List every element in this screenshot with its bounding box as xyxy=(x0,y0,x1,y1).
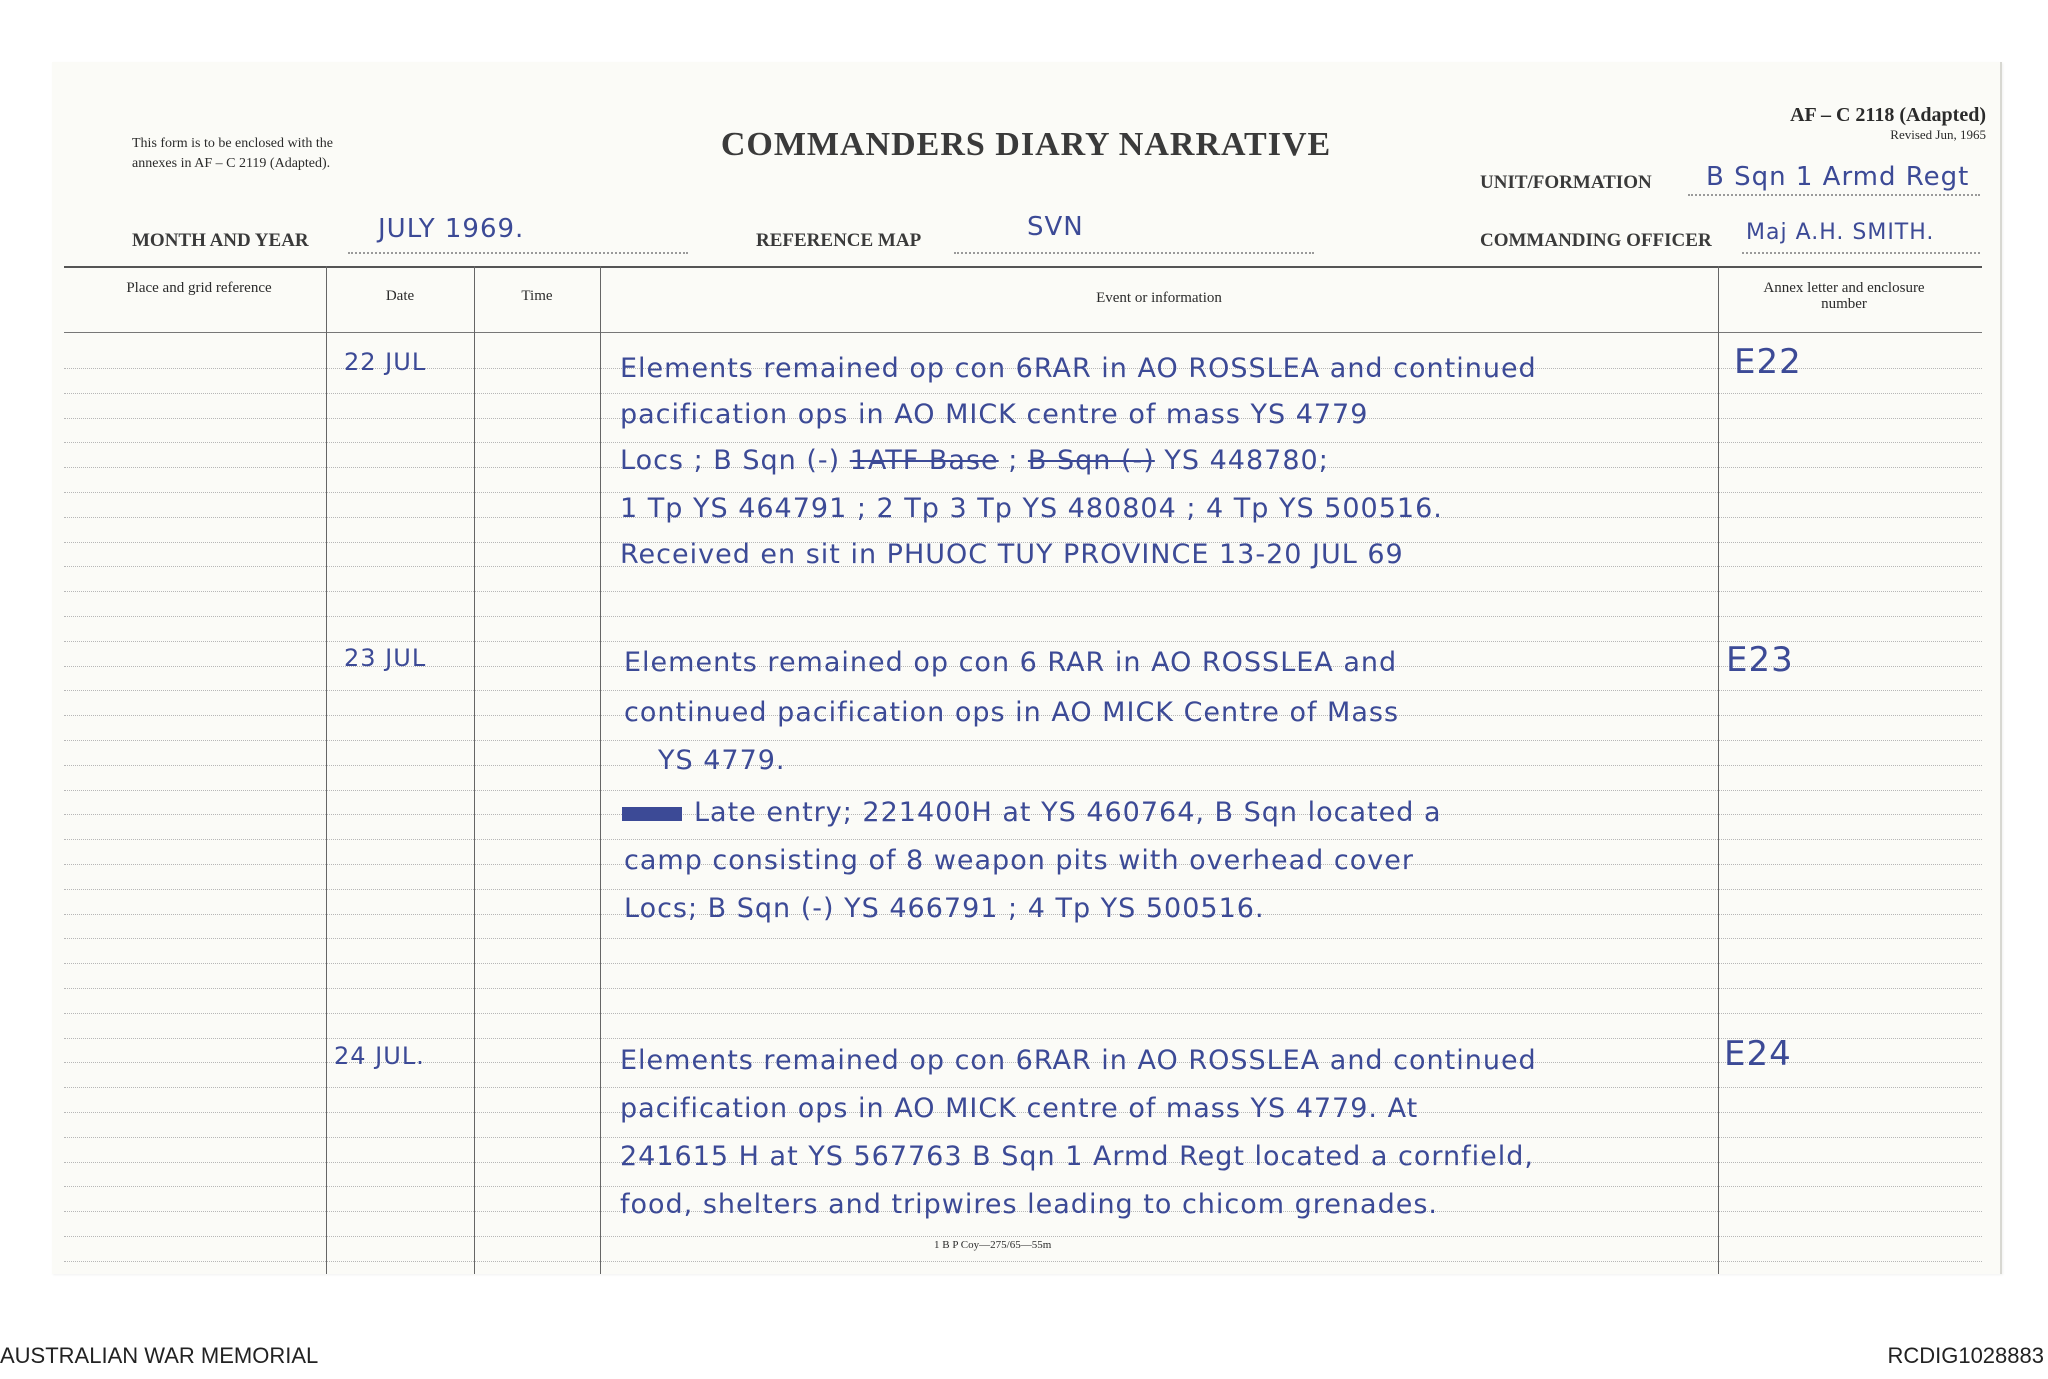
reference-map-line xyxy=(954,224,1314,254)
form-revised-date: Revised Jun, 1965 xyxy=(1890,127,1986,142)
header-event: Event or information xyxy=(1096,290,1222,306)
table-header-border xyxy=(64,332,1982,333)
entry-date: 22 JUL xyxy=(344,348,427,376)
header-date: Date xyxy=(385,288,415,304)
entry-line: pacification ops in AO MICK centre of mass YS 4779 xyxy=(620,399,1369,430)
header-time: Time xyxy=(521,288,553,304)
form-title: COMMANDERS DIARY NARRATIVE xyxy=(720,126,1332,163)
ruled-line xyxy=(64,1236,1982,1237)
scribble-mark xyxy=(622,807,682,821)
entry-line: YS 4779. xyxy=(658,745,786,776)
ruled-line xyxy=(64,641,1982,642)
form-number-block xyxy=(1790,104,1986,143)
commanding-officer-label: COMMANDING OFFICER xyxy=(1480,230,1712,251)
entry-line xyxy=(622,794,1442,832)
month-year-label: MONTH AND YEAR xyxy=(132,230,309,251)
ruled-line xyxy=(64,988,1982,989)
month-year-value: JULY 1969. xyxy=(378,214,525,244)
entry-line: camp consisting of 8 weapon pits with overhead cover xyxy=(624,845,1414,876)
entry-date: 23 JUL xyxy=(344,644,427,672)
entry-line: Elements remained op con 6RAR in AO ROSSLEA and continued xyxy=(620,1045,1537,1076)
ruled-line xyxy=(64,591,1982,592)
table-top-border xyxy=(64,266,1982,268)
ruled-line xyxy=(64,839,1982,840)
struck-text: B Sqn (-) xyxy=(1027,445,1155,476)
entry-line-part: Late entry; 221400H at YS 460764, B Sqn located a xyxy=(694,797,1442,828)
entry-line: Locs ; B Sqn (-) 1ATF Base ; B Sqn (-) YS 448780; xyxy=(620,445,1329,476)
footer-archive-name: AUSTRALIAN WAR MEMORIAL xyxy=(0,1343,319,1368)
entry-annex: E24 xyxy=(1724,1034,1792,1074)
entry-line: Received en sit in PHUOC TUY PROVINCE 13-20 JUL 69 xyxy=(620,539,1404,570)
entry-line: Elements remained op con 6 RAR in AO ROSSLEA and xyxy=(624,647,1398,678)
entry-line: continued pacification ops in AO MICK Centre of Mass xyxy=(624,697,1400,728)
diary-table xyxy=(64,266,1982,1274)
entry-line-part: Locs ; B Sqn (-) xyxy=(620,445,841,476)
entry-annex: E23 xyxy=(1726,640,1794,680)
entry-date: 24 JUL. xyxy=(334,1042,425,1070)
printer-imprint: 1 B P Coy—275/65—55m xyxy=(934,1239,1052,1251)
ruled-line xyxy=(64,963,1982,964)
entry-line: Elements remained op con 6RAR in AO ROSSLEA and continued xyxy=(620,353,1537,384)
ruled-line xyxy=(64,393,1982,394)
ruled-line xyxy=(64,1261,1982,1262)
ruled-line xyxy=(64,765,1982,766)
reference-map-value: SVN xyxy=(1027,212,1084,242)
note-line-2: annexes in AF – C 2119 (Adapted). xyxy=(132,156,331,171)
ruled-line xyxy=(64,1013,1982,1014)
form-number: AF – C 2118 (Adapted) xyxy=(1790,104,1986,126)
entry-line: 1 Tp YS 464791 ; 2 Tp 3 Tp YS 480804 ; 4 Tp YS 500516. xyxy=(620,493,1443,524)
ruled-line xyxy=(64,690,1982,691)
ruled-line xyxy=(64,1087,1982,1088)
header-place: Place and grid reference xyxy=(126,280,272,296)
header-annex: Annex letter and enclosure number xyxy=(1763,280,1925,312)
entry-annex: E22 xyxy=(1734,342,1802,382)
note-line-1: This form is to be enclosed with the xyxy=(132,136,334,151)
ruled-line xyxy=(64,790,1982,791)
entry-line: 241615 H at YS 567763 B Sqn 1 Armd Regt located a cornfield, xyxy=(620,1141,1534,1172)
reference-map-label: REFERENCE MAP xyxy=(756,230,922,251)
unit-formation-label: UNIT/FORMATION xyxy=(1480,172,1652,193)
ruled-line xyxy=(64,740,1982,741)
ruled-line xyxy=(64,938,1982,939)
ruled-line xyxy=(64,616,1982,617)
entry-line: pacification ops in AO MICK centre of mass YS 4779. At xyxy=(620,1093,1419,1124)
entry-line: Locs; B Sqn (-) YS 466791 ; 4 Tp YS 500516. xyxy=(624,893,1265,924)
unit-formation-value: B Sqn 1 Armd Regt xyxy=(1706,162,1970,192)
footer-record-id: RCDIG1028883 xyxy=(1887,1343,2044,1368)
entry-line: food, shelters and tripwires leading to chicom grenades. xyxy=(620,1189,1438,1220)
commanding-officer-value: Maj A.H. SMITH. xyxy=(1746,220,1935,245)
entry-line-part: YS 448780; xyxy=(1164,445,1329,476)
diary-form-sheet xyxy=(52,62,2002,1274)
struck-text: 1ATF Base xyxy=(849,445,999,476)
ruled-line xyxy=(64,1038,1982,1039)
